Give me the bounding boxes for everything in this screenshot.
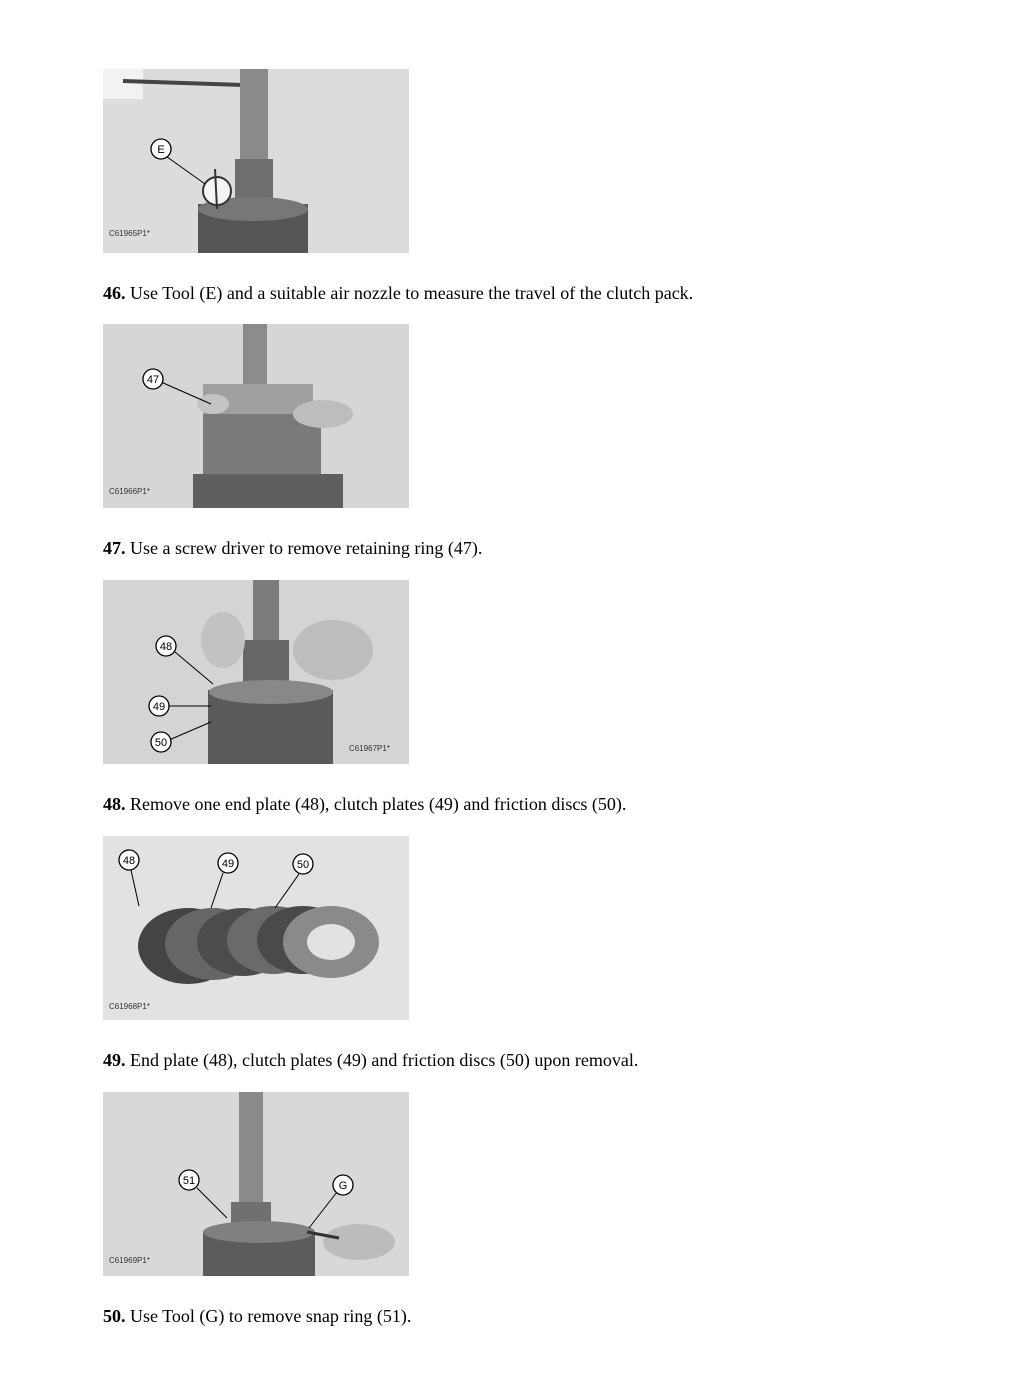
step-46 [103, 69, 983, 305]
photo-retaining-ring-removal [103, 324, 409, 508]
callout-label: 51 [182, 1175, 196, 1187]
step-number: 48. [103, 794, 126, 814]
plates-and-discs-illustration [103, 836, 409, 1020]
figure-code: C61965P1* [109, 229, 150, 238]
callout-label: 49 [221, 858, 235, 870]
figure-code: C61966P1* [109, 487, 150, 496]
figure-code: C61967P1* [349, 744, 390, 753]
step-47 [103, 324, 983, 560]
step-text: End plate (48), clutch plates (49) and friction discs (50) upon removal. [130, 1050, 639, 1070]
step-text: Use Tool (E) and a suitable air nozzle to measure the travel of the clutch pack. [130, 283, 694, 303]
photo-clutch-pack-measurement [103, 69, 409, 253]
photo-removed-plates-and-discs [103, 836, 409, 1020]
step-number: 49. [103, 1050, 126, 1070]
callout-label: 48 [159, 641, 173, 653]
step-caption [103, 281, 983, 305]
step-number: 46. [103, 283, 126, 303]
callout-label: 48 [122, 855, 136, 867]
callout-label: 49 [152, 701, 166, 713]
step-number: 50. [103, 1306, 126, 1326]
callout-label: 50 [154, 737, 168, 749]
step-caption [103, 792, 983, 816]
clutch-pack-illustration [103, 69, 409, 253]
step-50 [103, 1092, 983, 1328]
callout-label: 47 [146, 374, 160, 386]
step-caption [103, 1304, 983, 1328]
figure-code: C61968P1* [109, 1002, 150, 1011]
retaining-ring-illustration [103, 324, 409, 508]
photo-end-plate-removal [103, 580, 409, 764]
snap-ring-illustration [103, 1092, 409, 1276]
step-caption [103, 536, 983, 560]
callout-label: G [338, 1180, 348, 1192]
step-caption [103, 1048, 983, 1072]
photo-snap-ring-removal [103, 1092, 409, 1276]
callout-label: E [157, 144, 165, 156]
step-49 [103, 836, 983, 1072]
step-text: Use Tool (G) to remove snap ring (51). [130, 1306, 412, 1326]
step-text: Remove one end plate (48), clutch plates (49) and friction discs (50). [130, 794, 627, 814]
step-number: 47. [103, 538, 126, 558]
figure-code: C61969P1* [109, 1256, 150, 1265]
callout-label: 50 [296, 859, 310, 871]
step-48 [103, 580, 983, 816]
end-plate-illustration [103, 580, 409, 764]
step-text: Use a screw driver to remove retaining ring (47). [130, 538, 483, 558]
